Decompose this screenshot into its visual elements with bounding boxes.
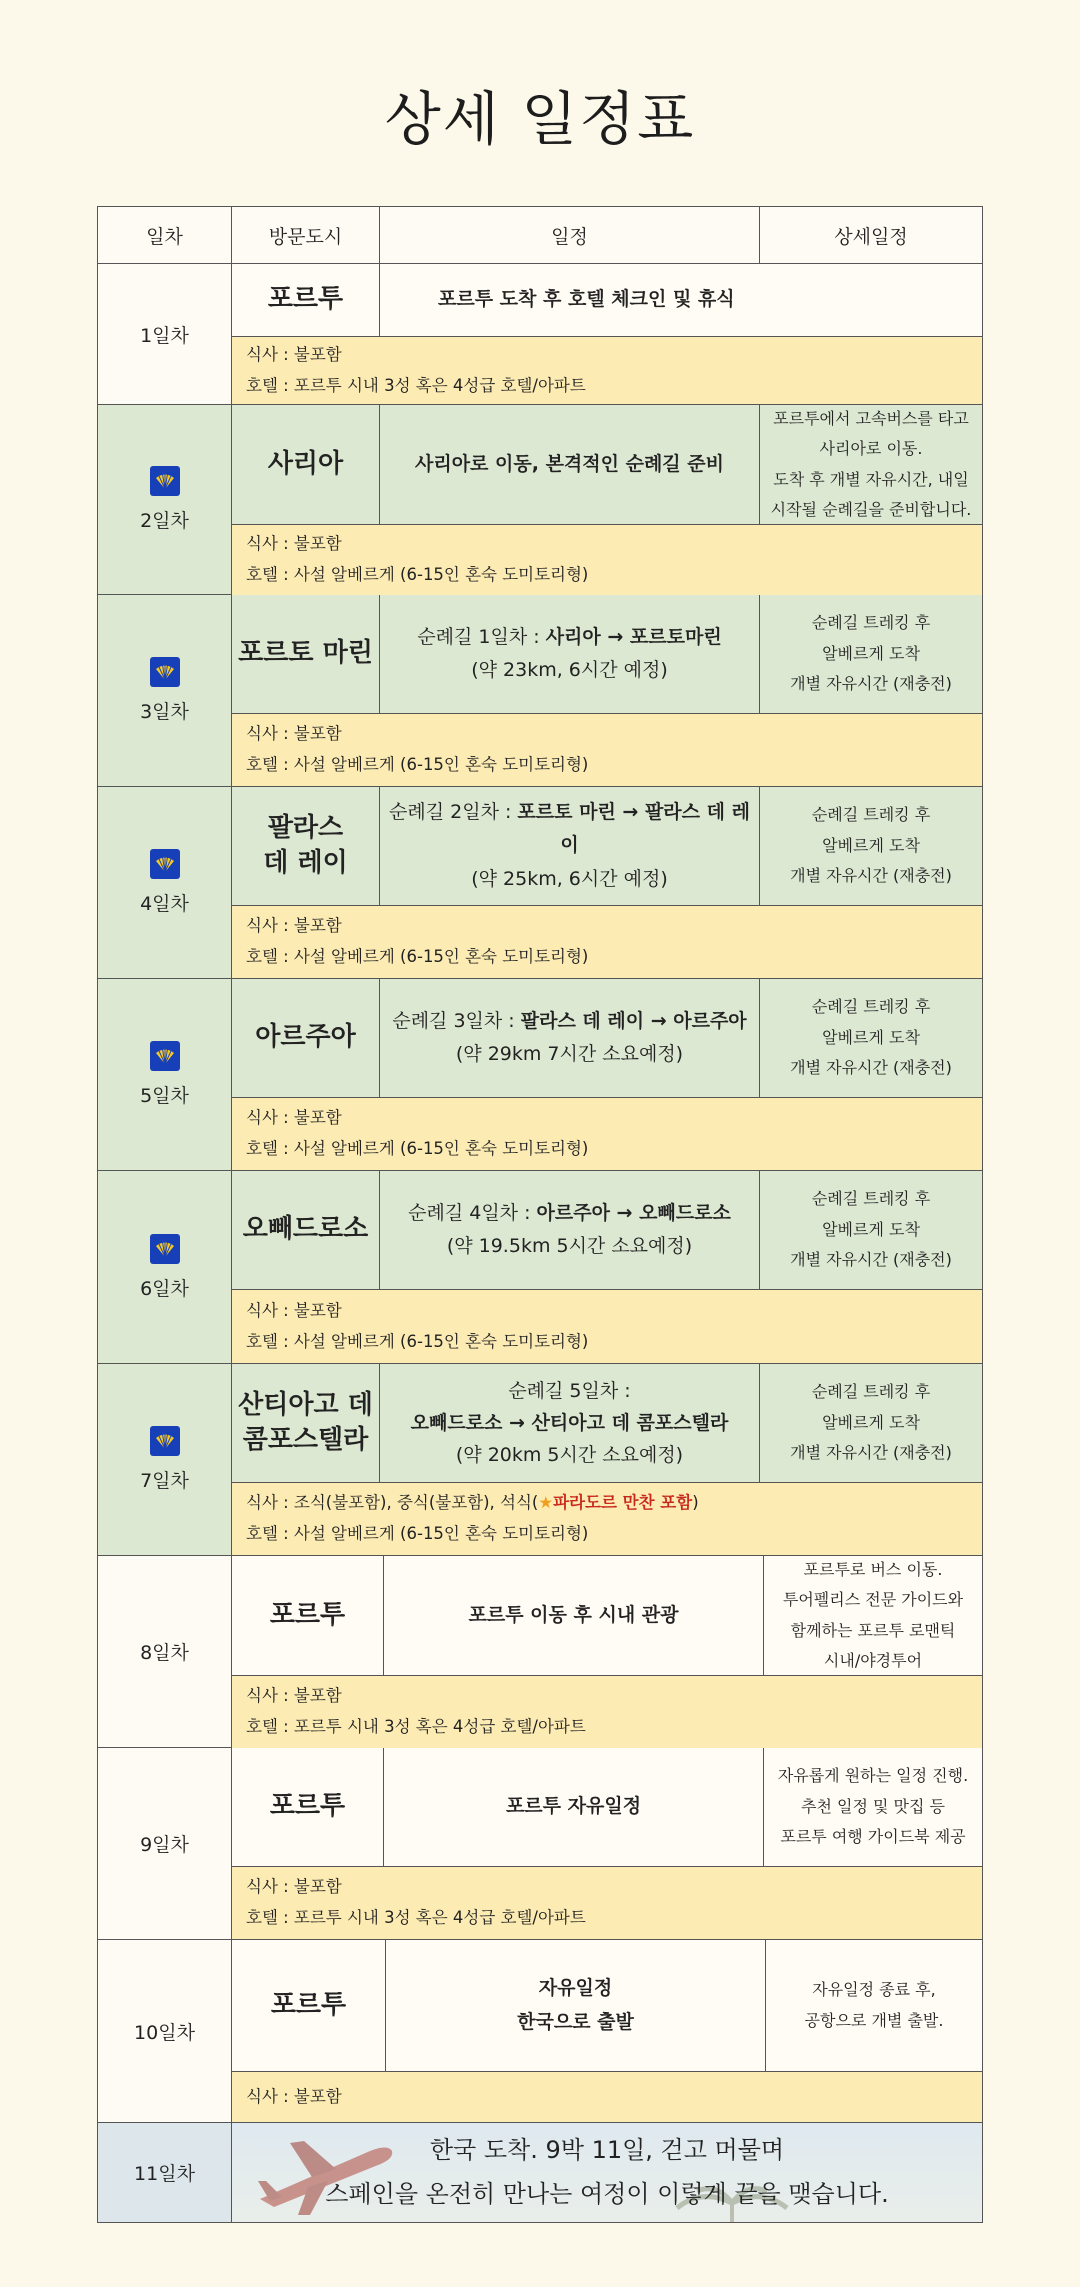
detail-line: 순례길 트레킹 후 <box>811 613 931 633</box>
detail-line: 개별 자유시간 (재충전) <box>790 1250 952 1270</box>
final-day-row <box>98 2123 983 2223</box>
day-number: 10일차 <box>134 2021 195 2044</box>
city-line: 팔라스 <box>267 812 344 843</box>
header-detail: 상세일정 <box>760 207 983 263</box>
detail-line: 자유일정 종료 후, <box>812 1980 936 2000</box>
detail-line: 도착 후 개별 자유시간, 내일 <box>773 469 969 489</box>
schedule-text <box>380 595 760 713</box>
schedule-prefix: 순례길 4일차 : <box>408 1201 537 1224</box>
header-city: 방문도시 <box>232 207 380 263</box>
day-label <box>98 405 232 594</box>
day-row <box>98 979 983 1171</box>
city-name: 포르투 <box>232 1940 386 2071</box>
info-box <box>232 1483 983 1555</box>
day-row <box>98 1556 983 1748</box>
meal-info: 식사 : 불포함 <box>246 1877 342 1897</box>
info-box <box>232 714 983 786</box>
hotel-info: 호텔 : 사설 알베르게 (6-15인 혼숙 도미토리형) <box>246 755 589 774</box>
city-name: 포르투 <box>232 264 380 336</box>
detail-text <box>764 1556 983 1675</box>
day-row <box>98 1940 983 2123</box>
meal-info: 식사 : 불포함 <box>246 1686 342 1706</box>
scallop-shell-icon <box>150 466 180 496</box>
city-name: 포르투 <box>232 1556 384 1675</box>
meal-info: 식사 : 불포함 <box>246 344 342 364</box>
day-label <box>98 264 232 404</box>
detail-text <box>760 405 983 524</box>
star-icon: ★ <box>538 1493 554 1513</box>
route: 오빼드로소 → 산티아고 데 콤포스텔라 <box>410 1411 729 1434</box>
info-box <box>232 1098 983 1170</box>
day-label <box>98 2123 232 2222</box>
detail-line: 개별 자유시간 (재충전) <box>790 1443 952 1463</box>
day-number: 1일차 <box>140 324 189 347</box>
detail-text <box>760 787 983 905</box>
schedule-line: 자유일정 <box>538 1977 613 2000</box>
detail-line: 포르투로 버스 이동. <box>803 1559 943 1579</box>
day-number: 5일차 <box>140 1085 189 1107</box>
meal-prefix: 식사 : 조식(불포함), 중식(불포함), 석식( <box>246 1493 539 1513</box>
info-box <box>232 1867 983 1939</box>
distance-time: (약 25km, 6시간 예정) <box>471 867 668 890</box>
schedule-text <box>380 1171 760 1289</box>
day-label <box>98 1556 232 1747</box>
meal-info: 식사 : 불포함 <box>246 2086 342 2106</box>
schedule-line: 포르투 이동 후 시내 관광 <box>468 1603 679 1626</box>
route: 사리아 → 포르토마린 <box>545 625 722 648</box>
schedule-line: 한국으로 출발 <box>517 2010 634 2033</box>
scallop-shell-icon <box>150 849 180 879</box>
closing-line: 한국 도착. 9박 11일, 걷고 머물며 <box>429 2136 785 2165</box>
day-label <box>98 1364 232 1555</box>
city-name: 사리아 <box>232 405 380 524</box>
detail-line: 알베르게 도착 <box>822 835 920 855</box>
meal-info: 식사 : 불포함 <box>246 1108 342 1128</box>
detail-line: 포르투 여행 가이드북 제공 <box>780 1827 966 1847</box>
hotel-info: 호텔 : 사설 알베르게 (6-15인 혼숙 도미토리형) <box>246 1139 589 1158</box>
detail-line: 순례길 트레킹 후 <box>811 1189 931 1209</box>
info-box <box>232 906 983 978</box>
schedule-prefix: 순례길 5일차 : <box>508 1379 631 1402</box>
detail-line: 공항으로 개별 출발. <box>804 2010 944 2030</box>
scallop-shell-icon <box>150 1234 180 1264</box>
detail-line: 알베르게 도착 <box>822 1412 920 1432</box>
hotel-info: 호텔 : 사설 알베르게 (6-15인 혼숙 도미토리형) <box>246 1524 589 1543</box>
day-row <box>98 1171 983 1364</box>
city-line: 콤포스텔라 <box>242 1425 369 1455</box>
schedule-prefix: 순례길 1일차 : <box>417 625 546 648</box>
page-title: 상세 일정표 <box>384 85 696 153</box>
closing-message <box>232 2123 983 2222</box>
schedule-line: 포르투 자유일정 <box>505 1795 642 1818</box>
hotel-info: 호텔 : 사설 알베르게 (6-15인 혼숙 도미토리형) <box>246 1331 589 1351</box>
detail-line: 알베르게 도착 <box>822 1027 920 1047</box>
day-label <box>98 1748 232 1939</box>
itinerary-table <box>97 206 983 2223</box>
route: 포르토 마린 → 팔라스 데 레이 <box>517 801 750 857</box>
day-row <box>98 1364 983 1556</box>
meal-suffix: ) <box>692 1493 699 1513</box>
hotel-info: 호텔 : 사설 알베르게 (6-15인 혼숙 도미토리형) <box>246 947 589 966</box>
parador-dinner-highlight: 파라도르 만찬 포함 <box>553 1493 693 1513</box>
day-label <box>98 595 232 786</box>
scallop-shell-icon <box>150 1426 180 1456</box>
detail-line: 알베르게 도착 <box>822 1219 920 1239</box>
detail-line: 포르투에서 고속버스를 타고 <box>773 408 969 428</box>
schedule-text <box>386 1940 766 2071</box>
city-name <box>232 1364 380 1482</box>
distance-time: (약 20km 5시간 소요예정) <box>455 1444 684 1467</box>
detail-text <box>764 1748 983 1866</box>
day-number: 4일차 <box>140 893 189 915</box>
detail-line: 순례길 트레킹 후 <box>811 1382 931 1402</box>
distance-time: (약 29km 7시간 소요예정) <box>455 1043 684 1065</box>
city-line: 산티아고 데 <box>238 1389 373 1420</box>
info-box <box>232 1676 983 1748</box>
header-schedule: 일정 <box>380 207 760 263</box>
detail-line: 알베르게 도착 <box>822 643 920 663</box>
schedule-text <box>384 1556 764 1675</box>
day-row <box>98 787 983 979</box>
info-box <box>232 337 983 404</box>
schedule-line <box>380 796 759 863</box>
detail-line: 자유롭게 원하는 일정 진행. <box>777 1766 969 1786</box>
scallop-shell-icon <box>150 1041 180 1071</box>
city-line: 데 레이 <box>263 848 348 878</box>
route: 팔라스 데 레이 → 아르주아 <box>520 1009 747 1032</box>
schedule-line: 포르투 도착 후 호텔 체크인 및 휴식 <box>438 288 735 311</box>
distance-time: (약 23km, 6시간 예정) <box>471 659 668 681</box>
detail-line: 시작될 순례길을 준비합니다. <box>770 499 972 519</box>
hotel-info: 호텔 : 포르투 시내 3성 혹은 4성급 호텔/아파트 <box>246 1717 586 1736</box>
info-box <box>232 525 983 595</box>
day-row <box>98 1748 983 1940</box>
detail-text <box>760 979 983 1097</box>
day-number: 11일차 <box>134 2163 195 2185</box>
detail-line: 개별 자유시간 (재충전) <box>790 866 952 886</box>
schedule-prefix: 순례길 2일차 : <box>389 801 518 824</box>
schedule-text <box>380 1364 760 1482</box>
day-row <box>98 264 983 405</box>
day-row <box>98 405 983 595</box>
detail-line: 개별 자유시간 (재충전) <box>790 1058 952 1078</box>
detail-line: 함께하는 포르투 로맨틱 <box>790 1620 956 1640</box>
day-label <box>98 1171 232 1363</box>
schedule-line <box>408 1197 731 1230</box>
schedule-prefix: 순례길 3일차 : <box>392 1009 521 1032</box>
schedule-text <box>380 787 760 905</box>
day-number: 9일차 <box>140 1834 189 1856</box>
meal-info <box>246 1488 968 1519</box>
detail-text <box>760 1171 983 1289</box>
schedule-text <box>384 1748 764 1866</box>
meal-info: 식사 : 불포함 <box>246 724 342 744</box>
detail-line: 순례길 트레킹 후 <box>811 805 931 825</box>
hotel-info: 호텔 : 사설 알베르게 (6-15인 혼숙 도미토리형) <box>246 565 589 584</box>
hotel-info: 호텔 : 포르투 시내 3성 혹은 4성급 호텔/아파트 <box>246 375 586 395</box>
detail-line: 시내/야경투어 <box>823 1650 923 1670</box>
schedule-line: 사리아로 이동, 본격적인 순례길 준비 <box>415 452 724 475</box>
city-name: 포르투 <box>232 1748 384 1866</box>
header-day: 일차 <box>98 207 232 263</box>
detail-text <box>760 1364 983 1482</box>
meal-info: 식사 : 불포함 <box>246 916 342 936</box>
schedule-line <box>417 621 721 654</box>
meal-info: 식사 : 불포함 <box>246 1300 342 1320</box>
schedule-line <box>392 1005 746 1038</box>
city-name <box>232 787 380 905</box>
day-row <box>98 595 983 787</box>
detail-line: 투어펠리스 전문 가이드와 <box>782 1590 964 1610</box>
city-name: 아르주아 <box>232 979 380 1097</box>
city-name: 포르토 마린 <box>232 595 380 713</box>
day-number: 7일차 <box>140 1470 189 1492</box>
detail-text <box>766 1940 983 2071</box>
closing-line: 스페인을 온전히 만나는 여정이 이렇게 끝을 맺습니다. <box>325 2179 889 2208</box>
day-number: 6일차 <box>140 1277 189 1300</box>
route: 아르주아 → 오빼드로소 <box>536 1201 731 1224</box>
table-header <box>98 207 983 264</box>
day-label <box>98 1940 232 2122</box>
day-number: 8일차 <box>140 1642 189 1664</box>
day-label <box>98 787 232 978</box>
detail-text <box>760 595 983 713</box>
city-name: 오빼드로소 <box>232 1171 380 1289</box>
scallop-shell-icon <box>150 657 180 687</box>
day-label <box>98 979 232 1170</box>
detail-line: 개별 자유시간 (재충전) <box>790 674 952 694</box>
distance-time: (약 19.5km 5시간 소요예정) <box>446 1235 693 1257</box>
hotel-info: 호텔 : 포르투 시내 3성 혹은 4성급 호텔/아파트 <box>246 1908 586 1927</box>
schedule-text <box>380 264 983 336</box>
info-box <box>232 1290 983 1363</box>
info-box <box>232 2072 983 2122</box>
day-number: 2일차 <box>140 510 189 532</box>
detail-line: 사리아로 이동. <box>819 439 923 459</box>
meal-info: 식사 : 불포함 <box>246 534 342 554</box>
day-number: 3일차 <box>140 701 189 723</box>
schedule-text <box>380 405 760 524</box>
schedule-text <box>380 979 760 1097</box>
detail-line: 추천 일정 및 맛집 등 <box>801 1796 945 1816</box>
detail-line: 순례길 트레킹 후 <box>811 997 931 1017</box>
